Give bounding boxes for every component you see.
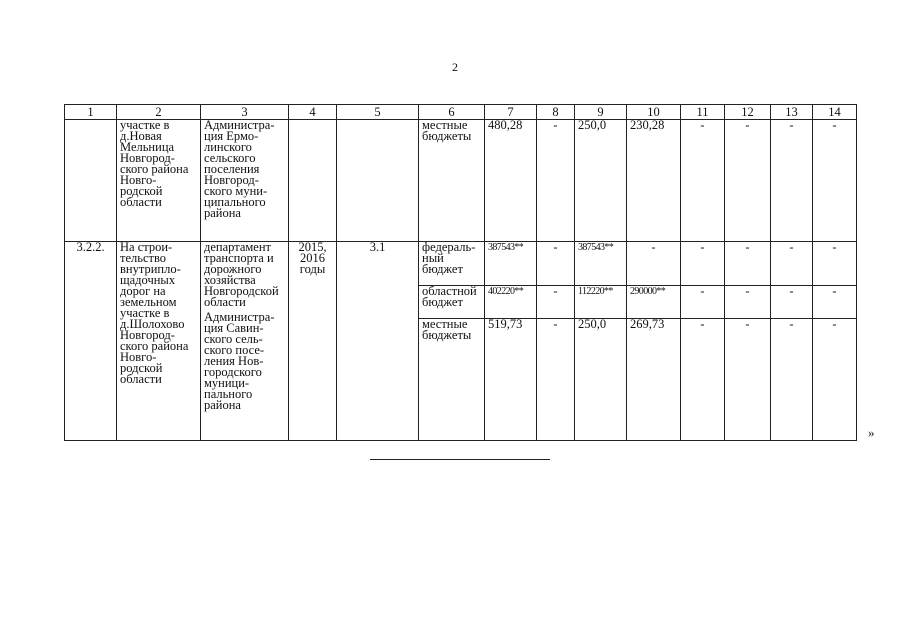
measure-name-cell: участке в д.Новая Мельница Новгород-ского района Новго-родской области bbox=[117, 120, 201, 242]
value-cell: 402220** bbox=[485, 286, 537, 319]
period-cell: 2015, 2016 годы bbox=[289, 242, 337, 441]
value-cell: - bbox=[771, 286, 813, 319]
target-cell bbox=[337, 120, 419, 242]
value-cell: - bbox=[725, 319, 771, 441]
header-cell: 10 bbox=[627, 105, 681, 120]
executor-cell bbox=[201, 242, 289, 441]
executor-primary: департамент транспорта и дорожного хозяйства Новгородской области bbox=[204, 240, 279, 309]
value-cell: - bbox=[681, 319, 725, 441]
header-cell: 13 bbox=[771, 105, 813, 120]
value-cell: - bbox=[681, 242, 725, 286]
value-cell: - bbox=[771, 242, 813, 286]
value-cell: - bbox=[725, 242, 771, 286]
target-cell: 3.1 bbox=[337, 242, 419, 441]
value-cell: - bbox=[537, 319, 575, 441]
value-cell: 480,28 bbox=[485, 120, 537, 242]
row-number-cell: 3.2.2. bbox=[65, 242, 117, 441]
value-cell: 250,0 bbox=[575, 319, 627, 441]
value-cell: - bbox=[537, 286, 575, 319]
value-cell: - bbox=[627, 242, 681, 286]
table-row bbox=[65, 120, 857, 242]
value-cell: - bbox=[813, 120, 857, 242]
value-cell: 387543** bbox=[485, 242, 537, 286]
executor-secondary: Администра-ция Савин-ского сель-ского посе-ления Нов-городского муници-пального района bbox=[204, 310, 275, 412]
measure-name-cell: На строи-тельство внутрипло-щадочных дорог на земельном участке в д.Шолохово Новгород-ского района Новго-родской области bbox=[117, 242, 201, 441]
period-cell bbox=[289, 120, 337, 242]
closing-quote: » bbox=[868, 425, 875, 440]
value-cell: 290000** bbox=[627, 286, 681, 319]
source-cell: федераль-ный бюджет bbox=[419, 242, 485, 286]
value-cell: - bbox=[725, 286, 771, 319]
value-cell: - bbox=[813, 242, 857, 286]
header-cell: 12 bbox=[725, 105, 771, 120]
value-cell: - bbox=[681, 120, 725, 242]
value-cell: 230,28 bbox=[627, 120, 681, 242]
footnote-divider bbox=[370, 459, 550, 460]
header-cell: 4 bbox=[289, 105, 337, 120]
value-cell: 112220** bbox=[575, 286, 627, 319]
header-cell: 1 bbox=[65, 105, 117, 120]
source-cell: местные бюджеты bbox=[419, 319, 485, 441]
page-number: 2 bbox=[452, 60, 458, 74]
value-cell: - bbox=[813, 319, 857, 441]
executor-cell: Администра-ция Ермо-линского сельского поселения Новгород-ского муни-ципального района bbox=[201, 120, 289, 242]
header-cell: 14 bbox=[813, 105, 857, 120]
header-cell: 11 bbox=[681, 105, 725, 120]
value-cell: - bbox=[771, 120, 813, 242]
value-cell: 250,0 bbox=[575, 120, 627, 242]
source-cell: областной бюджет bbox=[419, 286, 485, 319]
value-cell: - bbox=[771, 319, 813, 441]
table-row bbox=[65, 242, 857, 286]
value-cell: 519,73 bbox=[485, 319, 537, 441]
header-cell: 8 bbox=[537, 105, 575, 120]
header-cell: 9 bbox=[575, 105, 627, 120]
value-cell: - bbox=[681, 286, 725, 319]
value-cell: - bbox=[813, 286, 857, 319]
program-table bbox=[64, 104, 857, 441]
header-cell: 6 bbox=[419, 105, 485, 120]
value-cell: - bbox=[725, 120, 771, 242]
header-cell: 3 bbox=[201, 105, 289, 120]
row-number-cell bbox=[65, 120, 117, 242]
source-cell: местные бюджеты bbox=[419, 120, 485, 242]
value-cell: - bbox=[537, 242, 575, 286]
value-cell: - bbox=[537, 120, 575, 242]
header-cell: 2 bbox=[117, 105, 201, 120]
value-cell: 387543** bbox=[575, 242, 627, 286]
header-cell: 5 bbox=[337, 105, 419, 120]
value-cell: 269,73 bbox=[627, 319, 681, 441]
header-cell: 7 bbox=[485, 105, 537, 120]
